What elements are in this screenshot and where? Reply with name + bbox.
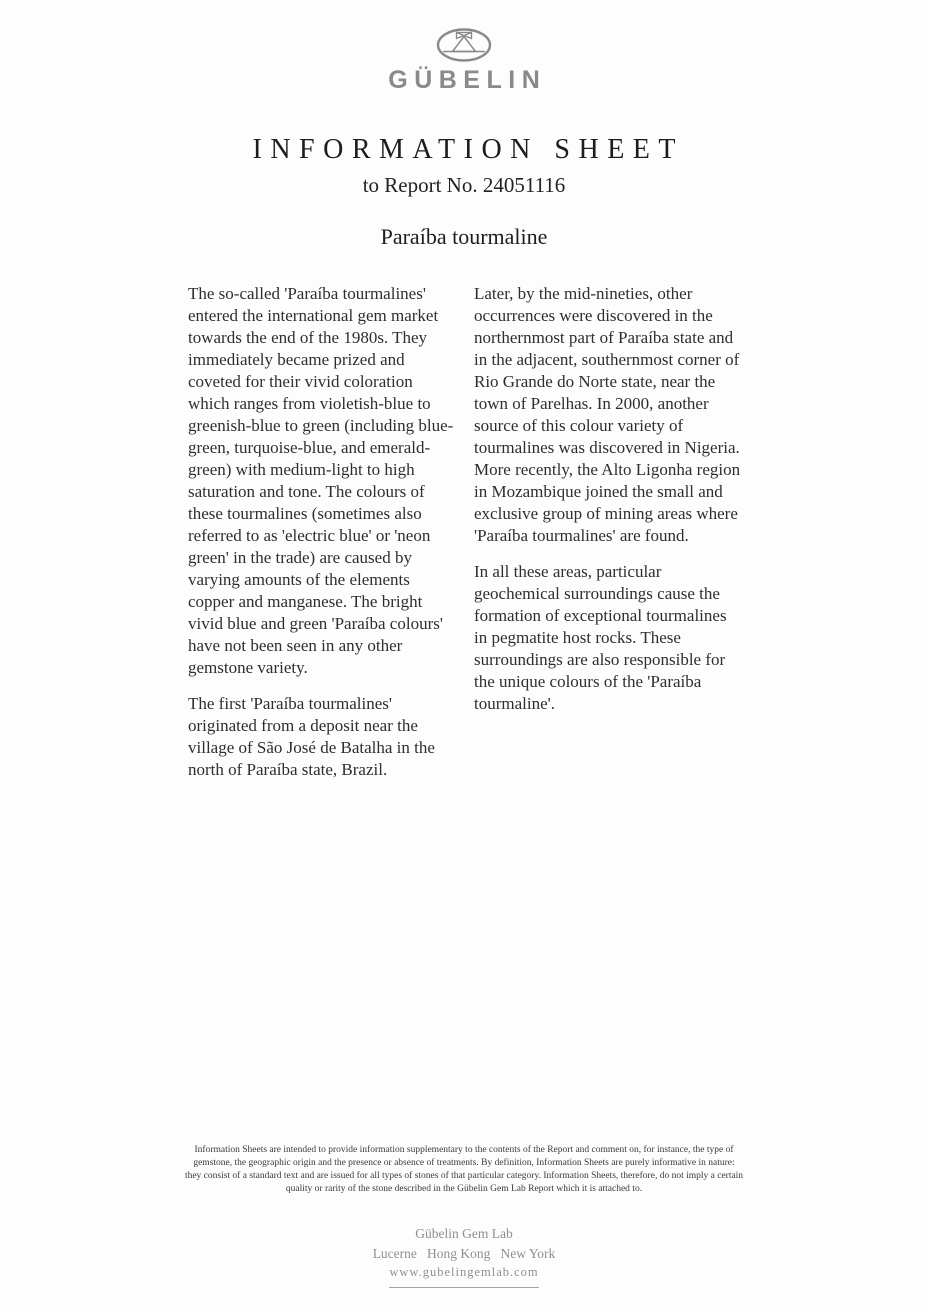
gubelin-emblem-icon (435, 26, 493, 64)
paragraph: In all these areas, particular geochemical surroundings cause the formation of exceptional tourmalines in pegmatite host rocks. These surroundings are also responsible for the unique colours of the 'Paraíba tourmaline'. (474, 562, 727, 713)
title-block (0, 134, 928, 198)
right-column (474, 283, 741, 795)
brand-wordmark: GÜBELIN (388, 66, 547, 94)
footer-divider (389, 1287, 539, 1288)
paragraph: The first 'Paraíba tourmalines' originated from a deposit near the village of São José de Batalha in the north of Paraíba state, Brazil. (188, 694, 435, 779)
lab-website: www.gubelingemlab.com (389, 1265, 539, 1279)
paragraph: The so-called 'Paraíba tourmalines' entered the international gem market towards the end of the 1980s. They immediately became prized and coveted for their vivid coloration which ranges from violetish-blue to greenish-blue to green (including blue-green, turquoise-blue, and emerald-green) with medium-light to high saturation and tone. The colours of these tourmalines (sometimes also referred to as 'electric blue' or 'neon green' in the trade) are caused by varying amounts of the elements copper and manganese. The bright vivid blue and green 'Paraíba colours' have not been seen in any other gemstone variety. (188, 284, 454, 677)
report-number-line: to Report No. 24051116 (362, 173, 566, 197)
gem-name-heading: Paraíba tourmaline (380, 224, 548, 249)
left-column (188, 283, 455, 795)
footer-block (0, 1226, 928, 1288)
paragraph: Later, by the mid-nineties, other occurrences were discovered in the northernmost part of Paraíba state and in the adjacent, southernmost corner of Rio Grande do Norte state, near the town of Parelhas. In 2000, another source of this colour variety of tourmalines was discovered in Nigeria. More recently, the Alto Ligonha region in Mozambique joined the small and exclusive group of mining areas where 'Paraíba tourmalines' are found. (474, 284, 741, 545)
page-title: INFORMATION SHEET (252, 134, 684, 165)
lab-locations: Lucerne Hong Kong New York (372, 1246, 556, 1261)
lab-name: Gübelin Gem Lab (415, 1226, 513, 1241)
disclaimer-text: Information Sheets are intended to provide information supplementary to the contents of the Report and comment on, for instance, the type of gemstone, the geographic origin and the presence or absence of treatments. By definition, Information Sheets are purely informative in nature: they consist of a standard text and are issued for all types of stones of that particular category. Information Sheets, therefore, do not imply a certain quality or rarity of the stone described in the Gübelin Gem Lab Report which it is attached to. (184, 1145, 744, 1194)
logo-block (0, 26, 928, 95)
article-columns (188, 283, 741, 795)
